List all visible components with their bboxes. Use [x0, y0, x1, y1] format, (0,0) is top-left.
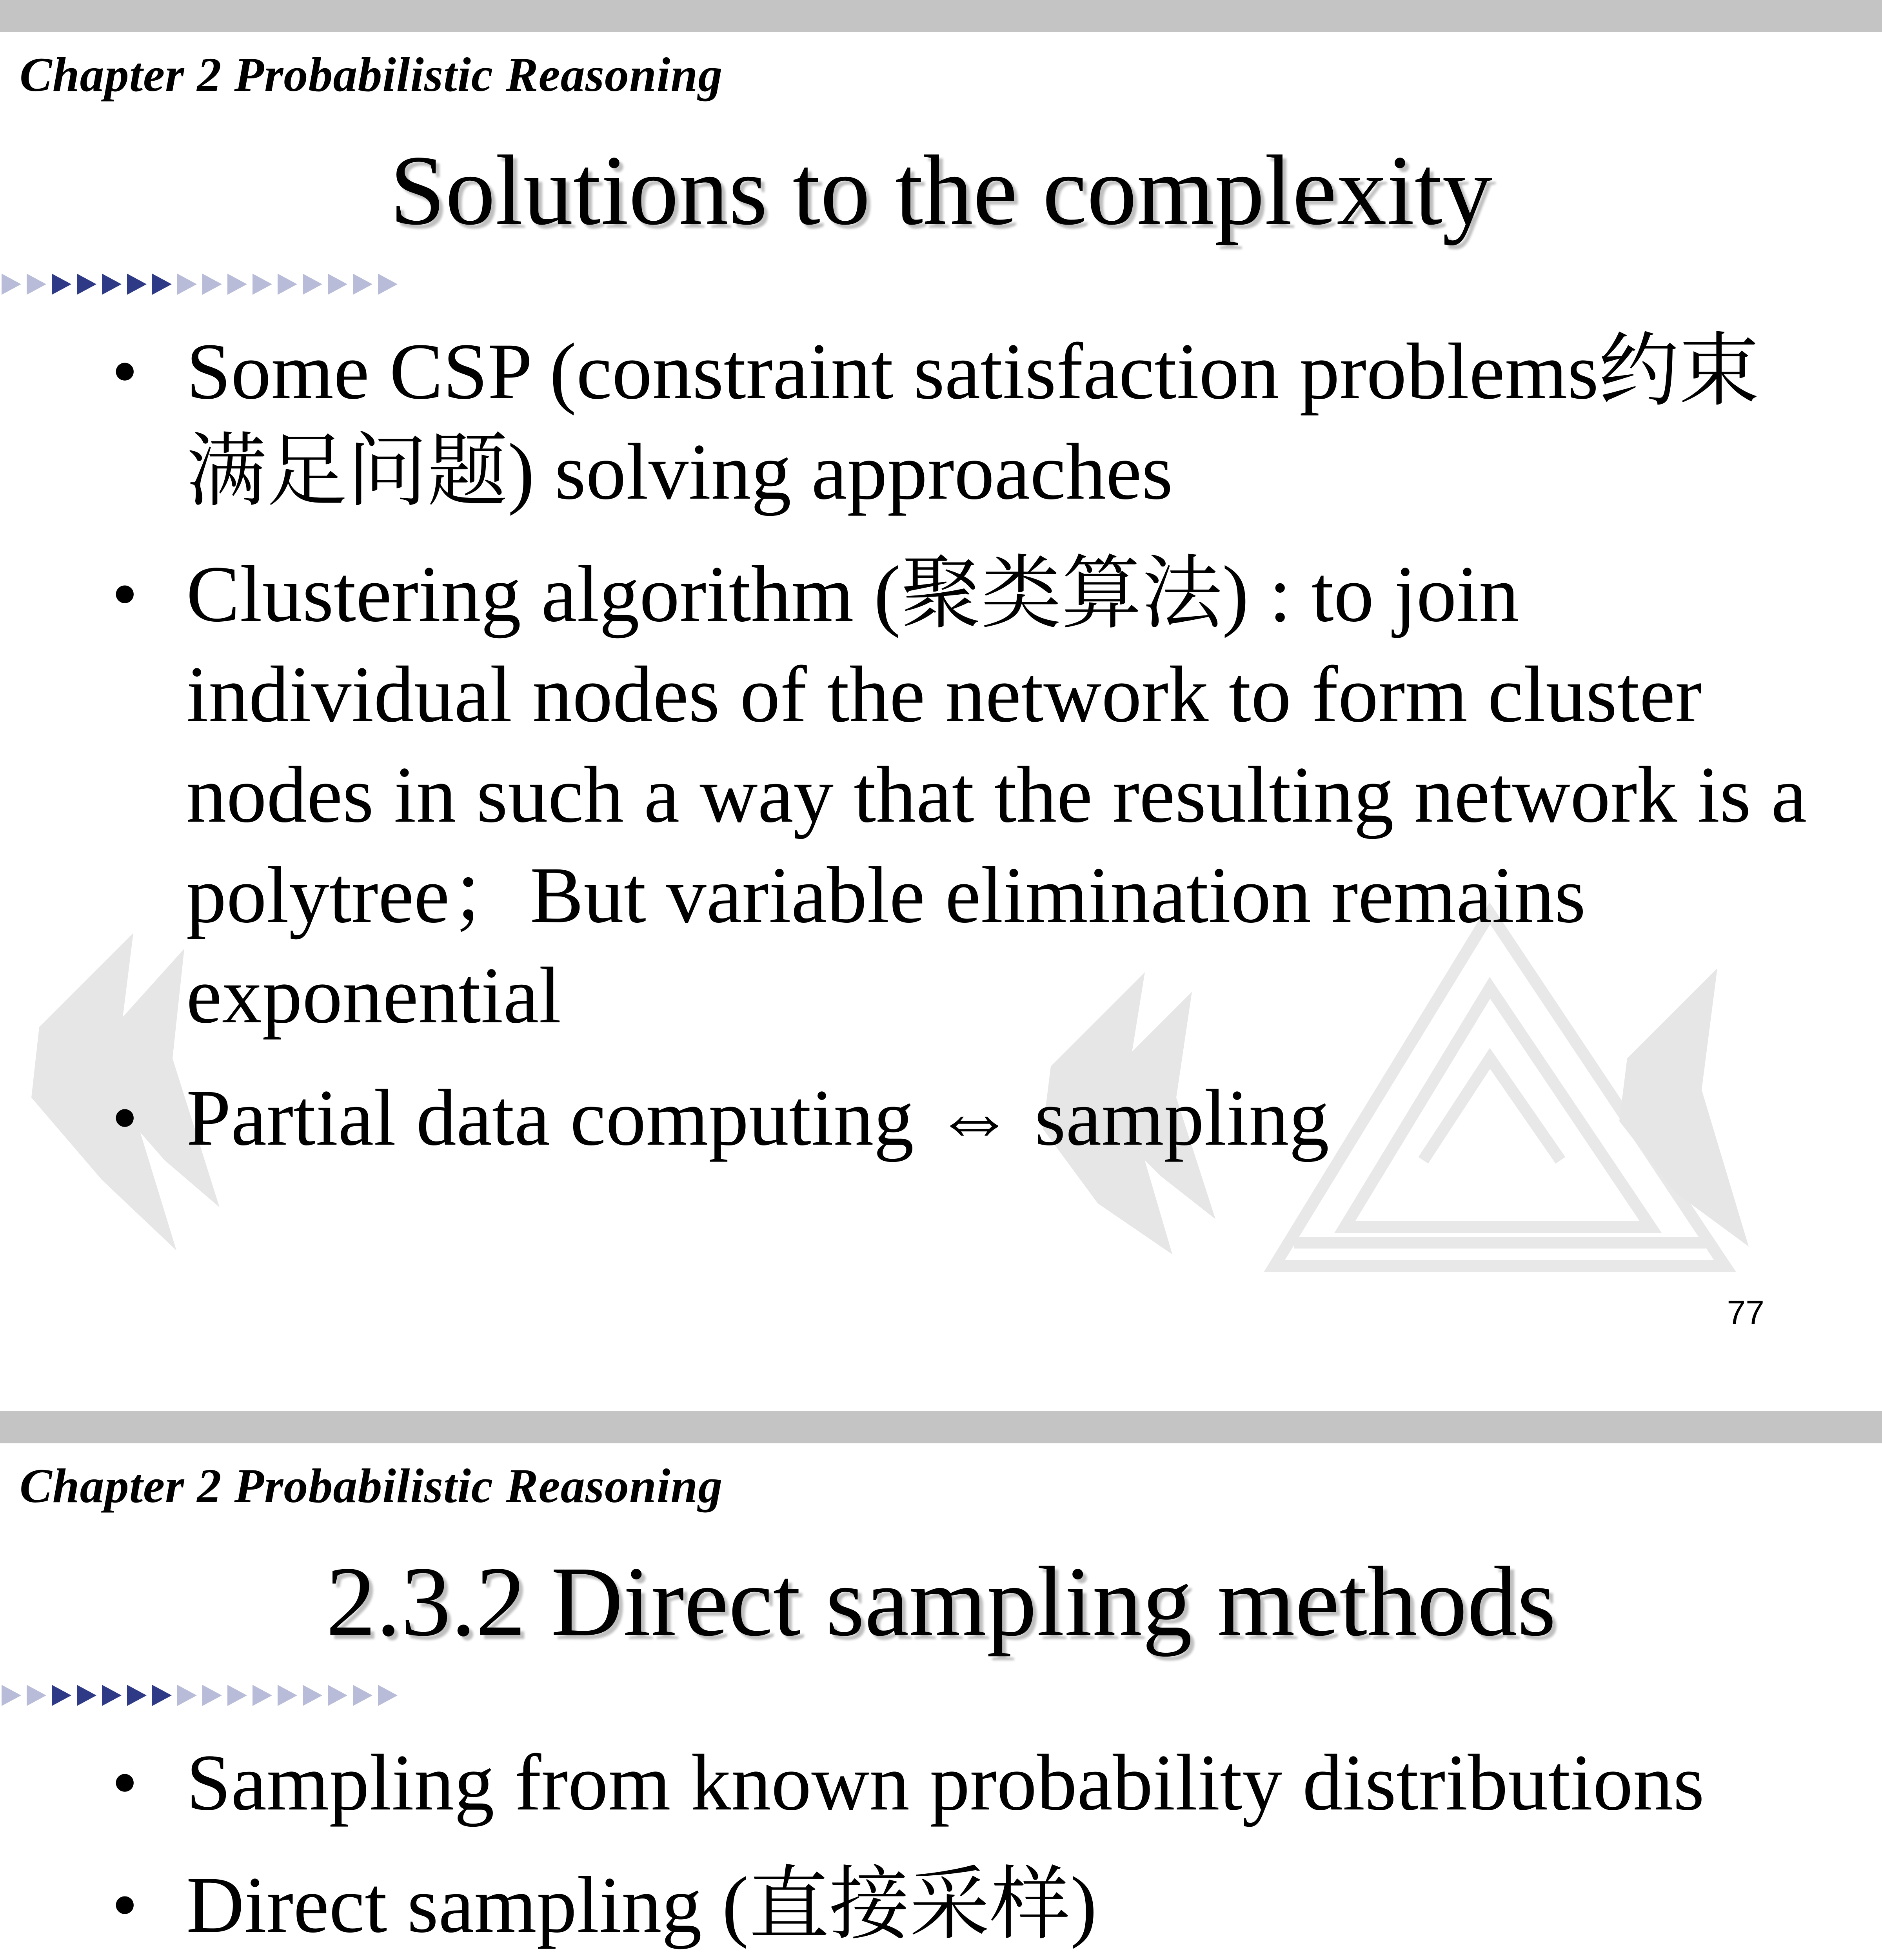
arrow-mark-icon	[328, 274, 347, 295]
chapter-label: Chapter 2 Probabilistic Reasoning	[20, 1459, 723, 1513]
arrow-mark-icon	[102, 274, 122, 295]
arrow-mark-icon	[303, 1685, 322, 1706]
bullet-item	[90, 1733, 1815, 1833]
arrow-mark-icon	[202, 274, 222, 295]
arrow-mark-icon	[227, 1685, 247, 1706]
arrow-mark-icon	[278, 1685, 297, 1706]
arrow-divider-icon	[0, 270, 408, 298]
arrow-mark-icon	[253, 1685, 272, 1706]
arrow-mark-icon	[303, 274, 322, 295]
arrow-mark-icon	[202, 1685, 222, 1706]
arrow-mark-icon	[27, 274, 46, 295]
arrow-mark-icon	[378, 1685, 398, 1706]
slide-title: 2.3.2 Direct sampling methods	[326, 1546, 1556, 1657]
arrow-mark-icon	[27, 1685, 46, 1706]
arrow-mark-icon	[177, 1685, 197, 1706]
bullet-item	[90, 321, 1815, 522]
bullet-item	[90, 544, 1815, 1046]
chapter-label: Chapter 2 Probabilistic Reasoning	[20, 48, 723, 102]
arrow-mark-icon	[52, 274, 71, 295]
bullet-item	[90, 1068, 1815, 1168]
arrow-mark-icon	[52, 1685, 71, 1706]
slide-title: Solutions to the complexity	[390, 135, 1492, 246]
arrow-mark-icon	[152, 1685, 172, 1706]
bullet-text: Some CSP (constraint satisfaction problems约束满足问题) solving approaches	[186, 327, 1760, 516]
bullet-text: Direct sampling (直接采样)	[186, 1860, 1097, 1949]
arrow-mark-icon	[77, 274, 96, 295]
bullet-text: Partial data computing ⇔ sampling	[186, 1073, 1330, 1162]
arrow-mark-icon	[353, 274, 372, 295]
arrow-divider-icon	[0, 1682, 408, 1709]
arrow-mark-icon	[353, 1685, 372, 1706]
bullet-text: Clustering algorithm (聚类算法) : to join individual nodes of the network to form cluster nodes in such a way that the resulting network is a polytree；But variable elimination remains exponential	[186, 550, 1807, 1040]
arrow-mark-icon	[378, 274, 398, 295]
bullet-list	[90, 321, 1815, 1190]
arrow-mark-icon	[127, 274, 147, 295]
arrow-mark-icon	[177, 274, 197, 295]
bullet-dot-icon: •	[112, 330, 138, 413]
bullet-dot-icon: •	[112, 553, 138, 635]
arrow-mark-icon	[127, 1685, 147, 1706]
arrow-mark-icon	[2, 1685, 21, 1706]
arrow-mark-icon	[227, 274, 247, 295]
bullet-text: Sampling from known probability distributions	[186, 1738, 1705, 1827]
bullet-dot-icon: •	[112, 1864, 138, 1946]
arrow-mark-icon	[278, 274, 297, 295]
header-bar	[0, 1411, 1882, 1443]
bullet-item	[90, 1855, 1815, 1955]
bullet-dot-icon: •	[112, 1742, 138, 1824]
header-bar	[0, 0, 1882, 32]
arrow-mark-icon	[253, 274, 272, 295]
bullet-dot-icon: •	[112, 1077, 138, 1159]
arrow-mark-icon	[152, 274, 172, 295]
bullet-list	[90, 1733, 1815, 1960]
arrow-mark-icon	[77, 1685, 96, 1706]
page-number: 77	[1727, 1294, 1764, 1332]
arrow-mark-icon	[2, 274, 21, 295]
arrow-mark-icon	[102, 1685, 122, 1706]
arrow-mark-icon	[328, 1685, 347, 1706]
slide-78	[0, 1411, 1882, 1960]
